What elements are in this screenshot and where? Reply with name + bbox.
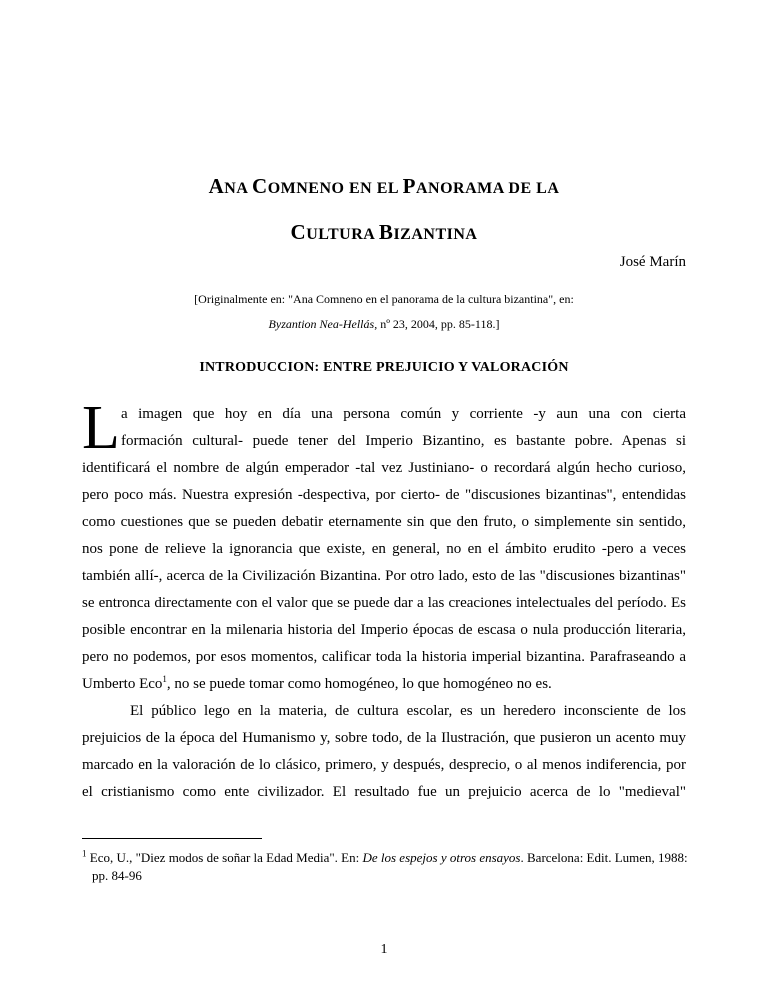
footnote-line-2: pp. 84-96 bbox=[92, 868, 142, 883]
original-publication-line-2: Byzantion Nea-Hellás, nº 23, 2004, pp. 85-118.] bbox=[268, 317, 500, 331]
body-line: El público lego en la materia, de cultura escolar, es un heredero inconsciente de los bbox=[130, 703, 686, 719]
body-line: también allí-, acerca de la Civilización Bizantina. Por otro lado, esto de las "discusiones bizantinas" bbox=[82, 568, 686, 584]
footnote-reference[interactable]: 1 bbox=[162, 674, 167, 684]
author-name: José Marín bbox=[619, 254, 686, 270]
page-number: 1 bbox=[380, 942, 388, 957]
drop-cap: L bbox=[82, 394, 120, 462]
body-line: posible encontrar en la milenaria historia del Imperio épocas de escasa o nula producción literaria, bbox=[82, 622, 686, 638]
body-line: prejuicios de la época del Humanismo y, sobre todo, de la Ilustración, que pusieron un acento muy bbox=[82, 730, 686, 746]
footnote-number: 1 bbox=[82, 848, 87, 859]
body-line: se entronca directamente con el valor que se puede dar a las creaciones intelectuales del período. Es bbox=[82, 595, 686, 611]
body-line: marcado en la valoración de lo clásico, primero, y después, desprecio, o al menos indiferencia, por bbox=[82, 757, 686, 773]
body-line: nos pone de relieve la ignorancia que existe, en general, no en el ámbito erudito -pero a veces bbox=[82, 541, 686, 557]
original-publication-line-1: [Originalmente en: "Ana Comneno en el panorama de la cultura bizantina", en: bbox=[194, 292, 574, 306]
body-line: a imagen que hoy en día una persona común y corriente -y aun una con cierta bbox=[121, 406, 686, 422]
footnote-divider bbox=[82, 838, 262, 839]
body-line: el cristianismo como ente civilizador. El resultado fue un prejuicio acerca de lo "medieval" bbox=[82, 784, 686, 800]
body-line-last: Umberto Eco$^1$, no se puede tomar como homogéneo, lo que homogéneo no es. bbox=[82, 674, 552, 692]
document-title-line-2: CULTURA BIZANTINA bbox=[290, 220, 478, 244]
document-title-line-1: ANA COMNENO EN EL PANORAMA DE LA bbox=[208, 174, 560, 198]
section-heading: INTRODUCCION: ENTRE PREJUICIO Y VALORACIÓN bbox=[199, 360, 569, 375]
body-line: como cuestiones que se pueden debatir eternamente sin que den fruto, o simplemente sin sentido, bbox=[82, 514, 686, 530]
body-line: pero no podemos, por esos momentos, calificar toda la historia imperial bizantina. Parafraseando a bbox=[82, 649, 686, 665]
body-line: identificará el nombre de algún emperador -tal vez Justiniano- o recordará algún hecho curioso, bbox=[82, 460, 686, 476]
footnote-line-1: $^1$ Eco, U., "Diez modos de soñar la Edad Media". En: De los espejos y otros ensayos. Barcelona: Edit. Lumen, 1988: bbox=[82, 848, 688, 865]
body-line: pero poco más. Nuestra expresión -despectiva, por cierto- de "discusiones bizantinas", entendidas bbox=[82, 487, 686, 503]
body-line: formación cultural- puede tener del Imperio Bizantino, es bastante pobre. Apenas si bbox=[121, 433, 686, 449]
